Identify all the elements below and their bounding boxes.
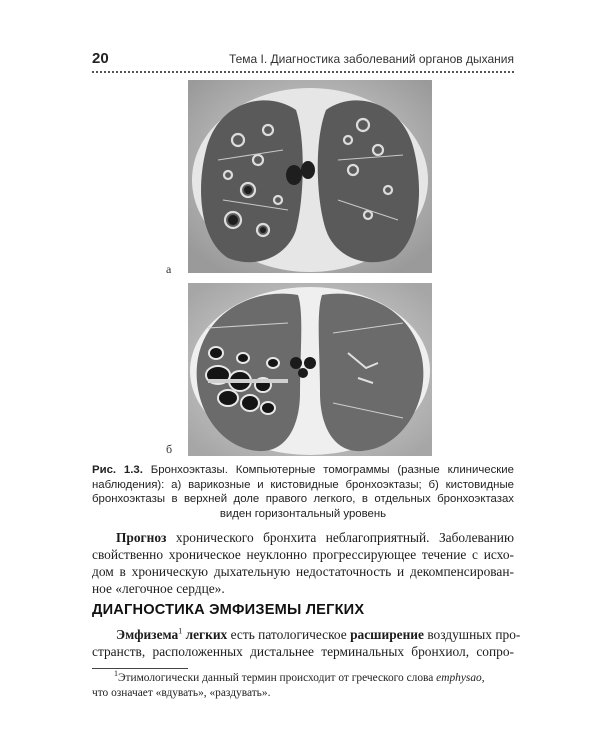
footnote-number: 1 xyxy=(114,669,118,679)
ct-scan-image-b xyxy=(188,283,432,456)
ct-scan-image-a xyxy=(188,80,432,273)
header-dotted-rule xyxy=(92,71,514,73)
page-number: 20 xyxy=(92,50,109,67)
caption-label: Рис. 1.3. xyxy=(92,464,143,476)
caption-line-3: бронхоэктазы в верхней доле правого легкого, в отдельных бронхоэктазах xyxy=(92,493,514,505)
term-emphysema: Эмфизема xyxy=(116,627,179,642)
prognosis-paragraph xyxy=(92,529,514,597)
prognosis-line-3: дом в хроническую дыхательную недостаточность и декомпенсирован- xyxy=(92,564,514,579)
prognosis-line-2: свойственно хроническое неуклонно прогрессирующее течение с исхо- xyxy=(92,547,514,562)
prognosis-lead: Прогноз xyxy=(116,530,167,545)
section-heading: ДИАГНОСТИКА ЭМФИЗЕМЫ ЛЕГКИХ xyxy=(92,602,365,618)
footnote-line-1-end: , xyxy=(481,672,485,684)
prognosis-line-1: хронического бронхита неблагоприятный. Заболеванию xyxy=(175,530,514,545)
text-after-bold: воздушных про- xyxy=(427,627,521,642)
running-head: Тема I. Диагностика заболеваний органов дыхания xyxy=(228,52,514,66)
caption-line-2: наблюдения): а) варикозные и кистовидные бронхоэктазы; б) кистовидные xyxy=(92,478,514,491)
greek-word: emphysao xyxy=(436,672,482,684)
caption-line-4: виден горизонтальный уровень xyxy=(219,507,387,520)
page-header xyxy=(92,50,514,70)
panel-a-label: а xyxy=(166,262,172,276)
panel-b-label: б xyxy=(166,442,173,456)
prognosis-line-4: ное «легочное сердце». xyxy=(92,581,225,596)
figure-caption xyxy=(92,463,514,521)
emphysema-paragraph xyxy=(92,626,521,660)
emphysema-line-2: странств, расположенных дистальнее терминальных бронхиол, сопро- xyxy=(92,644,514,659)
text-after-term: есть патологическое xyxy=(230,627,347,642)
footnote-line-2: что означает «вдувать», «раздувать». xyxy=(92,686,271,699)
footnote-rule xyxy=(92,668,188,669)
footnote-mark: 1 xyxy=(178,626,183,636)
bold-word-expansion: расширение xyxy=(350,627,424,642)
caption-line-1: Бронхоэктазы. Компьютерные томограммы (разные клинические xyxy=(150,464,514,476)
footnote-line-1: Этимологически данный термин происходит от греческого слова xyxy=(118,672,434,684)
term-lungs: легких xyxy=(185,627,228,642)
footnote xyxy=(92,671,514,700)
